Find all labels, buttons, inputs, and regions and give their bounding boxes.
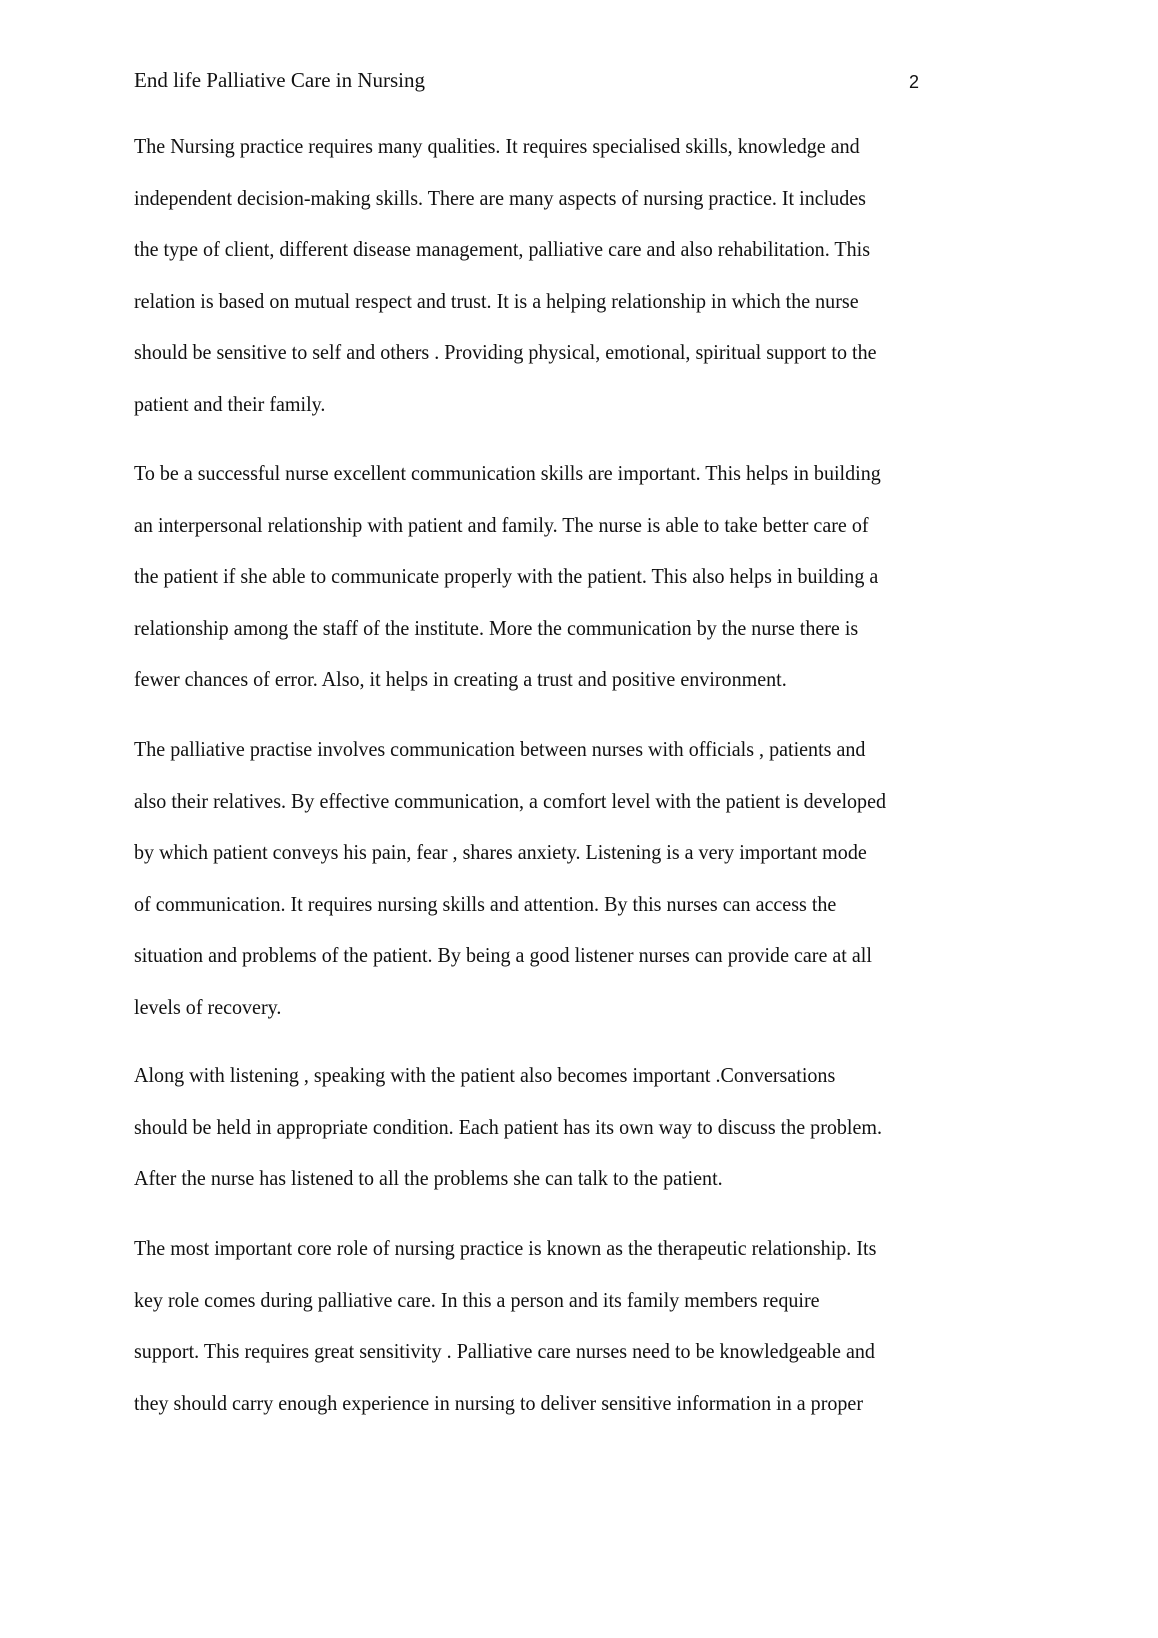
text-line: also their relatives. By effective communication, a comfort level with the patient is developed [134, 788, 887, 813]
text-line: should be sensitive to self and others . Providing physical, emotional, spiritual support to the [134, 340, 877, 364]
text-line: Along with listening , speaking with the patient also becomes important .Conversations [134, 1063, 836, 1087]
text-line: situation and problems of the patient. By being a good listener nurses can provide care at all [134, 943, 872, 967]
text-line: they should carry enough experience in nursing to deliver sensitive information in a proper [134, 1390, 864, 1415]
text-line: support. This requires great sensitivity . Palliative care nurses need to be knowledgeable and [134, 1339, 875, 1363]
paragraph [134, 1050, 917, 1205]
text-line: by which patient conveys his pain, fear , shares anxiety. Listening is a very important mode [134, 840, 867, 864]
paragraph [134, 448, 916, 706]
text-line: relationship among the staff of the institute. More the communication by the nurse there is [134, 615, 859, 640]
text-line: To be a successful nurse excellent communication skills are important. This helps in building [134, 461, 881, 485]
text-line: of communication. It requires nursing skills and attention. By this nurses can access the [134, 891, 837, 916]
text-line: independent decision-making skills. There are many aspects of nursing practice. It includes [134, 185, 866, 210]
text-line: After the nurse has listened to all the problems she can talk to the patient. [134, 1166, 723, 1190]
paragraph [134, 1223, 911, 1429]
text-line: patient and their family. [134, 391, 326, 416]
text-line: the patient if she able to communicate properly with the patient. This also helps in building a [134, 564, 879, 588]
text-line: The most important core role of nursing practice is known as the therapeutic relationship. Its [134, 1236, 877, 1260]
text-line: The palliative practise involves communication between nurses with officials , patients and [134, 737, 866, 761]
text-line: should be held in appropriate condition. Each patient has its own way to discuss the problem. [134, 1114, 883, 1139]
paragraph [134, 121, 911, 430]
text-line: levels of recovery. [134, 994, 282, 1019]
page-number: 2 [909, 72, 920, 92]
text-line: The Nursing practice requires many qualities. It requires specialised skills, knowledge and [134, 134, 860, 158]
running-header: End life Palliative Care in Nursing [134, 68, 426, 92]
text-line: the type of client, different disease management, palliative care and also rehabilitation. This [134, 237, 871, 261]
paragraph [134, 724, 921, 1033]
text-line: key role comes during palliative care. In this a person and its family members require [134, 1287, 820, 1312]
text-line: fewer chances of error. Also, it helps in creating a trust and positive environment. [134, 667, 787, 691]
text-line: relation is based on mutual respect and trust. It is a helping relationship in which the nurse [134, 288, 859, 313]
text-line: an interpersonal relationship with patient and family. The nurse is able to take better care of [134, 512, 869, 537]
